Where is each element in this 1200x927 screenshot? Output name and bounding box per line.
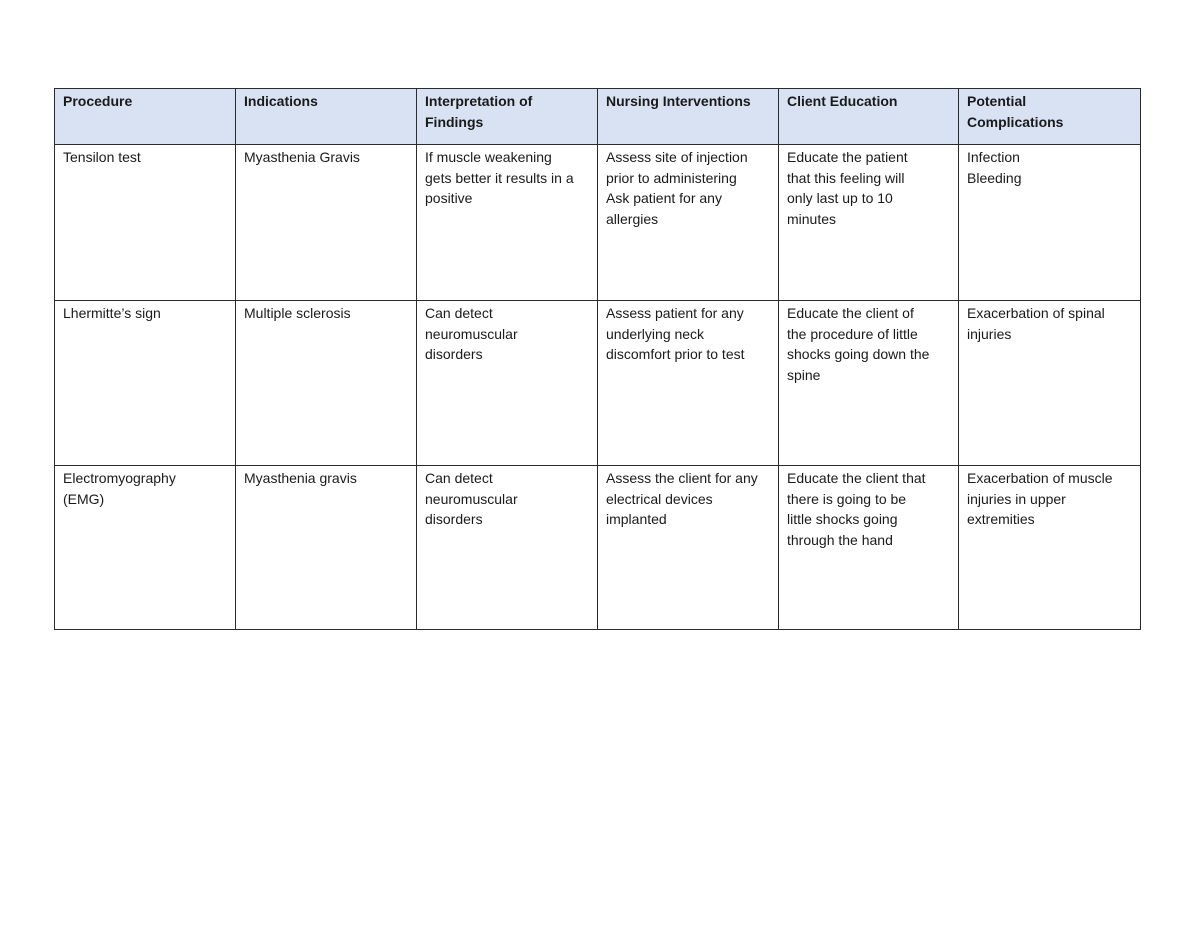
- header-row: [55, 89, 1141, 145]
- cell-interpretation: Can detect neuromuscular disorders: [417, 301, 598, 466]
- cell-potential-complications: Exacerbation of muscle injuries in upper extremities: [959, 466, 1141, 630]
- cell-client-education: Educate the client of the procedure of little shocks going down the spine: [779, 301, 959, 466]
- cell-indications: Myasthenia gravis: [236, 466, 417, 630]
- cell-client-education: Educate the patient that this feeling will only last up to 10 minutes: [779, 145, 959, 301]
- header-interpretation-of-findings: Interpretation of Findings: [417, 89, 598, 145]
- cell-potential-complications: Infection Bleeding: [959, 145, 1141, 301]
- cell-nursing-interventions: Assess patient for any underlying neck discomfort prior to test: [598, 301, 779, 466]
- cell-client-education: Educate the client that there is going to be little shocks going through the hand: [779, 466, 959, 630]
- cell-indications: Myasthenia Gravis: [236, 145, 417, 301]
- cell-procedure: Lhermitte’s sign: [55, 301, 236, 466]
- cell-nursing-interventions: Assess site of injection prior to administering Ask patient for any allergies: [598, 145, 779, 301]
- header-nursing-interventions: Nursing Interventions: [598, 89, 779, 145]
- cell-procedure: Electromyography (EMG): [55, 466, 236, 630]
- table-row: [55, 145, 1141, 301]
- cell-indications: Multiple sclerosis: [236, 301, 417, 466]
- procedures-table: [54, 88, 1141, 630]
- cell-potential-complications: Exacerbation of spinal injuries: [959, 301, 1141, 466]
- header-client-education: Client Education: [779, 89, 959, 145]
- cell-interpretation: If muscle weakening gets better it results in a positive: [417, 145, 598, 301]
- cell-interpretation: Can detect neuromuscular disorders: [417, 466, 598, 630]
- header-potential-complications: Potential Complications: [959, 89, 1141, 145]
- cell-nursing-interventions: Assess the client for any electrical devices implanted: [598, 466, 779, 630]
- header-indications: Indications: [236, 89, 417, 145]
- cell-procedure: Tensilon test: [55, 145, 236, 301]
- table-row: [55, 301, 1141, 466]
- table-row: [55, 466, 1141, 630]
- header-procedure: Procedure: [55, 89, 236, 145]
